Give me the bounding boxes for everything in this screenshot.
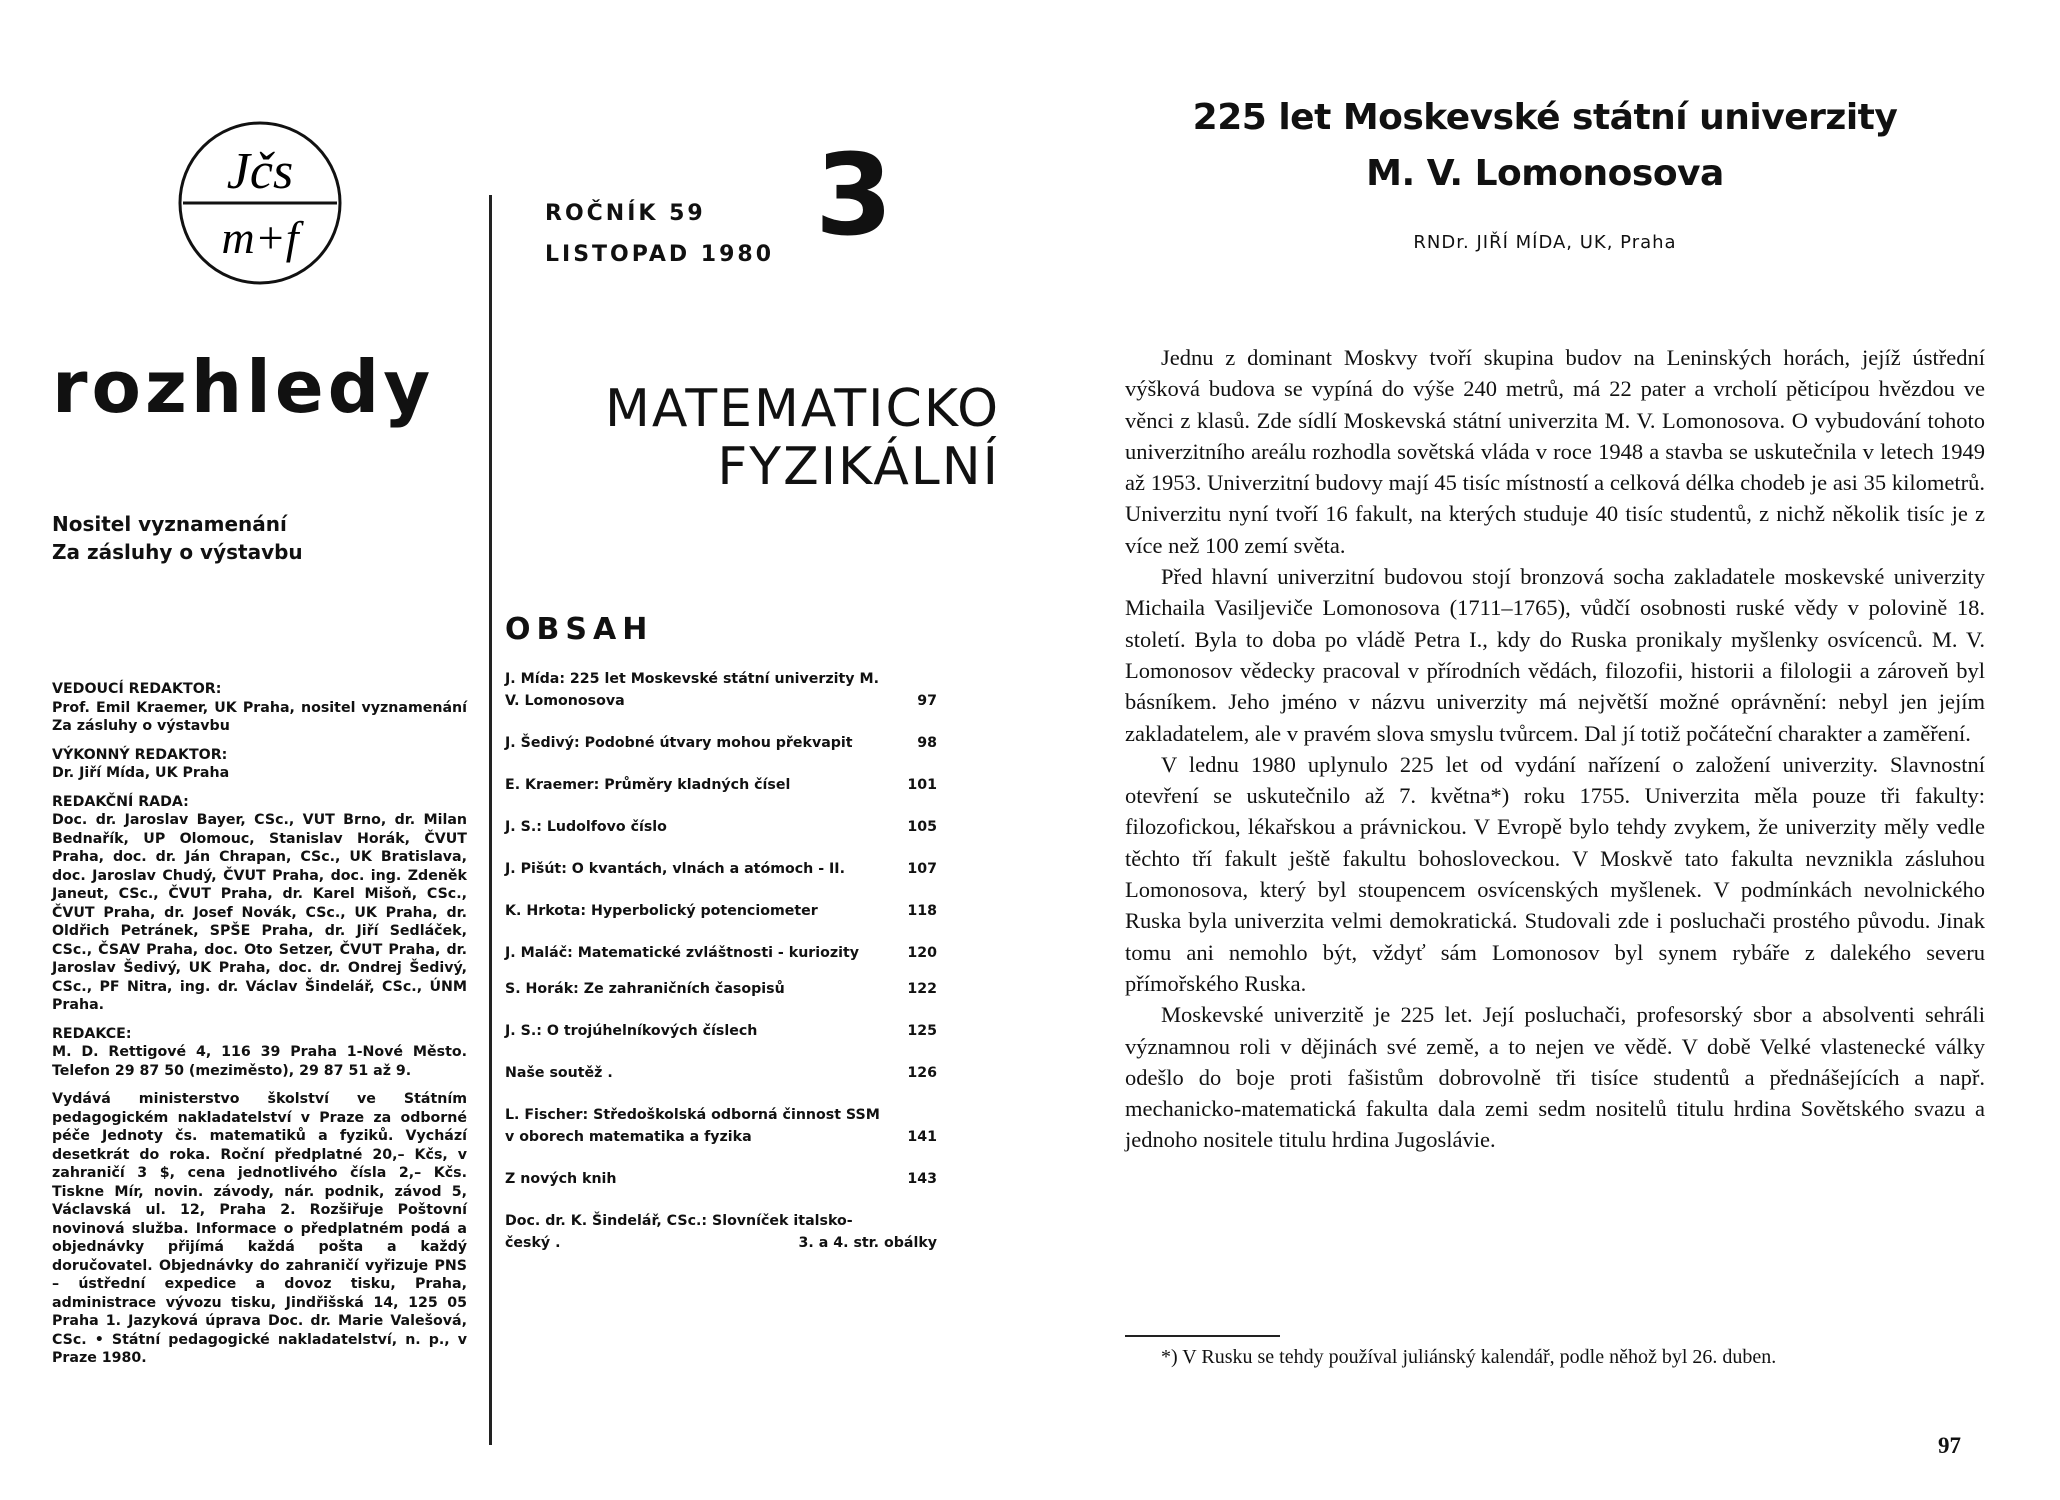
magazine-title-block (540, 380, 1000, 496)
toc-item-title: J. Pišút: O kvantách, vlnách a atómoch - II. (505, 861, 845, 877)
magazine-title-line-1: MATEMATICKO (604, 379, 1000, 439)
credits-heading: REDAKČNÍ RADA: (52, 793, 189, 810)
article-title (1125, 90, 1965, 202)
toc-item-title: J. S.: O trojúhelníkových číslech (505, 1023, 758, 1039)
contents-heading: OBSAH (505, 612, 654, 647)
article-paragraph: Moskevské univerzitě je 225 let. Její posluchači, profesorský sbor a absolventi sehráli významnou roli v dějinách své země, a to nejen ve vědě. V době Velké vlastenecké války odešlo do boje proti fašistům dobrovolně tři tisíce studentů a přednášejících a např. mechanicko-matematická fakulta dala zemi sedm nositelů titulu hrdina Sovětského svazu a jednoho nositele titulu hrdina Jugoslávie. (1125, 1002, 1985, 1153)
toc-item-page: 143 (907, 1171, 937, 1187)
toc-item-title: J. Mída: 225 let Moskevské státní univerzity M. V. Lomonosova (505, 671, 880, 709)
footnote-rule (1125, 1335, 1280, 1337)
toc-item-page: 118 (907, 903, 937, 919)
credits-text: Dr. Jiří Mída, UK Praha (52, 765, 230, 781)
magazine-title-rozhledy: rozhledy (52, 345, 435, 429)
toc-item-title: S. Horák: Ze zahraničních časopisů (505, 981, 785, 997)
award-line-2: Za zásluhy o výstavbu (52, 540, 303, 564)
toc-item (505, 774, 937, 796)
toc-item (505, 732, 937, 754)
toc-item-title: E. Kraemer: Průměry kladných čísel (505, 777, 791, 793)
column-divider (489, 195, 492, 1445)
toc-item (505, 942, 937, 964)
toc-item (505, 816, 937, 838)
article-body (1125, 342, 1985, 1156)
toc-item-title: J. S.: Ludolfovo číslo (505, 819, 667, 835)
toc-item-page: 105 (907, 819, 937, 835)
toc-item-page: 122 (907, 981, 937, 997)
toc-item-page: 101 (907, 777, 937, 793)
credits-heading: VÝKONNÝ REDAKTOR: (52, 746, 228, 763)
page-number: 97 (1938, 1433, 1961, 1458)
toc-item (505, 1062, 937, 1084)
article-author: RNDr. JIŘÍ MÍDA, UK, Praha (1413, 232, 1677, 253)
toc-item (505, 1020, 937, 1042)
toc-item-page: 120 (907, 945, 937, 961)
toc-item (505, 1168, 937, 1190)
toc-item (505, 1210, 937, 1254)
credits-text: M. D. Rettigové 4, 116 39 Praha 1-Nové Město. Telefon 29 87 50 (meziměsto), 29 87 51 až 9. (52, 1044, 467, 1079)
credits-heading: VEDOUCÍ REDAKTOR: (52, 681, 222, 697)
footnote: *) V Rusku se tehdy používal juliánský kalendář, podle něhož byl 26. duben. (1161, 1346, 1777, 1368)
toc-item-page: 3. a 4. str. obálky (798, 1235, 937, 1251)
award-line-1: Nositel vyznamenání (52, 512, 287, 536)
toc-item-title: K. Hrkota: Hyperbolický potenciometer (505, 903, 818, 919)
toc-item (505, 978, 937, 1000)
issue-date: LISTOPAD 1980 (545, 242, 775, 267)
toc-item-page: 107 (907, 861, 937, 877)
toc-item-title: J. Maláč: Matematické zvláštnosti - kuriozity (505, 945, 860, 961)
issue-number: 3 (815, 131, 893, 261)
logo-top-text: Jčs (226, 143, 294, 200)
toc-item-page: 141 (907, 1129, 937, 1145)
award-text (52, 510, 303, 566)
article-paragraph: Jednu z dominant Moskvy tvoří skupina budov na Leninských horách, jejíž ústřední výšková budova se vypíná do výše 240 metrů, má 22 pater a vrcholí pěticípou hvězdou ve věnci z klasů. Zde sídlí Moskevská státní univerzita M. V. Lomonosova. O vybudování tohoto univerzitního areálu rozhodla sovětská vláda v roce 1948 a stavba se uskutečnila v letech 1949 až 1953. Univerzitní budovy mají 45 tisíc místností a celková délka chodeb je asi 35 kilometrů. Univerzitu nyní tvoří 16 fakult, na kterých studuje 40 tisíc studentů, z nichž několik tisíc je z více než 100 zemí světa. (1125, 345, 1985, 558)
article-paragraph: Před hlavní univerzitní budovou stojí bronzová socha zakladatele moskevské univerzity Michaila Vasiljeviče Lomonosova (1711–1765), vůdčí osobnosti ruské vědy v polovině 18. století. Byla to doba po vládě Petra I., kdy do Ruska pronikaly myšlenky osvícenců. M. V. Lomonosov vědecky pracoval v přírodních vědách, filozofii, historii a filologii a zároveň byl básníkem. Jeho jméno v názvu univerzity má největší možné oprávnění: nebyl jen jejím zakladatelem, ale v pravém slova smyslu tvůrcem. Dal jí totiž počáteční charakter a zaměření. (1125, 564, 1985, 746)
toc-item-page: 97 (917, 693, 937, 709)
toc-item-title: Doc. dr. K. Šindelář, CSc.: Slovníček italsko-český . (505, 1213, 853, 1251)
toc-item-page: 126 (907, 1065, 937, 1081)
credits-heading: REDAKCE: (52, 1025, 132, 1042)
toc-item-title: Naše soutěž . (505, 1065, 613, 1081)
article-title-line-2: M. V. Lomonosova (1366, 153, 1724, 194)
magazine-title-line-2: FYZIKÁLNÍ (717, 437, 1000, 497)
article-paragraph: V lednu 1980 uplynulo 225 let od vydání nařízení o založení univerzity. Slavnostní otevření se uskutečnilo až 7. května*) roku 1755. Univerzita měla pouze tři fakulty: filozofickou, lékařskou a právnickou. V Evropě bylo tehdy zvykem, že univerzity měly vedle těchto tří fakult ještě fakultu bohosloveckou. V Moskvě tato fakulta nevznikla zásluhou Lomonosova, který byl stoupencem osvícenských myšlenek. V podmínkách nevolnického Ruska byla univerzita velmi demokratická. Studovali zde i posluchači prostého původu. Jinak tomu ani nemohlo být, vždyť sám Lomonosov byl synem rybáře z dalekého severu přímořského Ruska. (1125, 751, 1985, 996)
journal-logo (175, 118, 345, 288)
logo-bottom-text: m+f (221, 212, 299, 263)
editorial-credits (52, 680, 467, 1368)
publisher-info: Vydává ministerstvo školství ve Státním pedagogickém nakladatelství v Praze za odborné péče Jednoty čs. matematiků a fyziků. Vychází desetkrát do roka. Roční předplatné 20,– Kčs, v zahraničí 3 $, cena jednotlivého čísla 2,– Kčs. Tiskne Mír, novin. závody, nár. podnik, závod 5, Václavská ul. 12, Praha 2. Rozšiřuje Poštovní novinová služba. Informace o předplatném podá a objednávky přijímá každá pošta a každý doručovatel. Objednávky do zahraničí vyřizuje PNS – ústřední expedice a dovoz tisku, Praha, administrace vývozu tisku, Jindřišská 14, 125 05 Praha 1. Jazyková úprava Doc. dr. Marie Valešová, CSc. • Státní pedagogické nakladatelství, n. p., v Praze 1980. (52, 1091, 467, 1366)
toc-item-title: L. Fischer: Středoškolská odborná činnost SSM v oborech matematika a fyzika (505, 1107, 880, 1145)
toc-item-title: Z nových knih (505, 1171, 617, 1187)
volume-number: ROČNÍK 59 (545, 201, 706, 226)
credits-text: Doc. dr. Jaroslav Bayer, CSc., VUT Brno, dr. Milan Bednařík, UP Olomouc, Stanislav Horák, ČVUT Praha, doc. dr. Ján Chrapan, CSc., UK Bratislava, doc. Jaroslav Chudý, ČVUT Praha, doc. ing. Zdeněk Janeut, CSc., ČVUT Praha, dr. Karel Mišoň, CSc., ČVUT Praha, dr. Josef Novák, CSc., UK Praha, dr. Oldřich Petránek, SPŠE Praha, dr. Jiří Sedláček, CSc., ČSAV Praha, doc. Oto Setzer, ČVUT Praha, dr. Jaroslav Šedivý, UK Praha, doc. dr. Ondrej Šedivý, CSc., PF Nitra, ing. dr. Václav Šindelář, CSc., ÚNM Praha. (52, 812, 467, 1013)
volume-info (545, 193, 774, 275)
toc-item-page: 125 (907, 1023, 937, 1039)
credits-text: Prof. Emil Kraemer, UK Praha, nositel vyznamenání Za zásluhy o výstavbu (52, 699, 467, 734)
toc-item-page: 98 (917, 735, 937, 751)
toc-item (505, 900, 937, 922)
toc-item (505, 1104, 937, 1148)
toc-item (505, 858, 937, 880)
article-title-line-1: 225 let Moskevské státní univerzity (1192, 97, 1898, 138)
toc-item-title: J. Šedivý: Podobné útvary mohou překvapit (505, 735, 853, 751)
table-of-contents (505, 668, 937, 1254)
toc-item (505, 668, 937, 712)
